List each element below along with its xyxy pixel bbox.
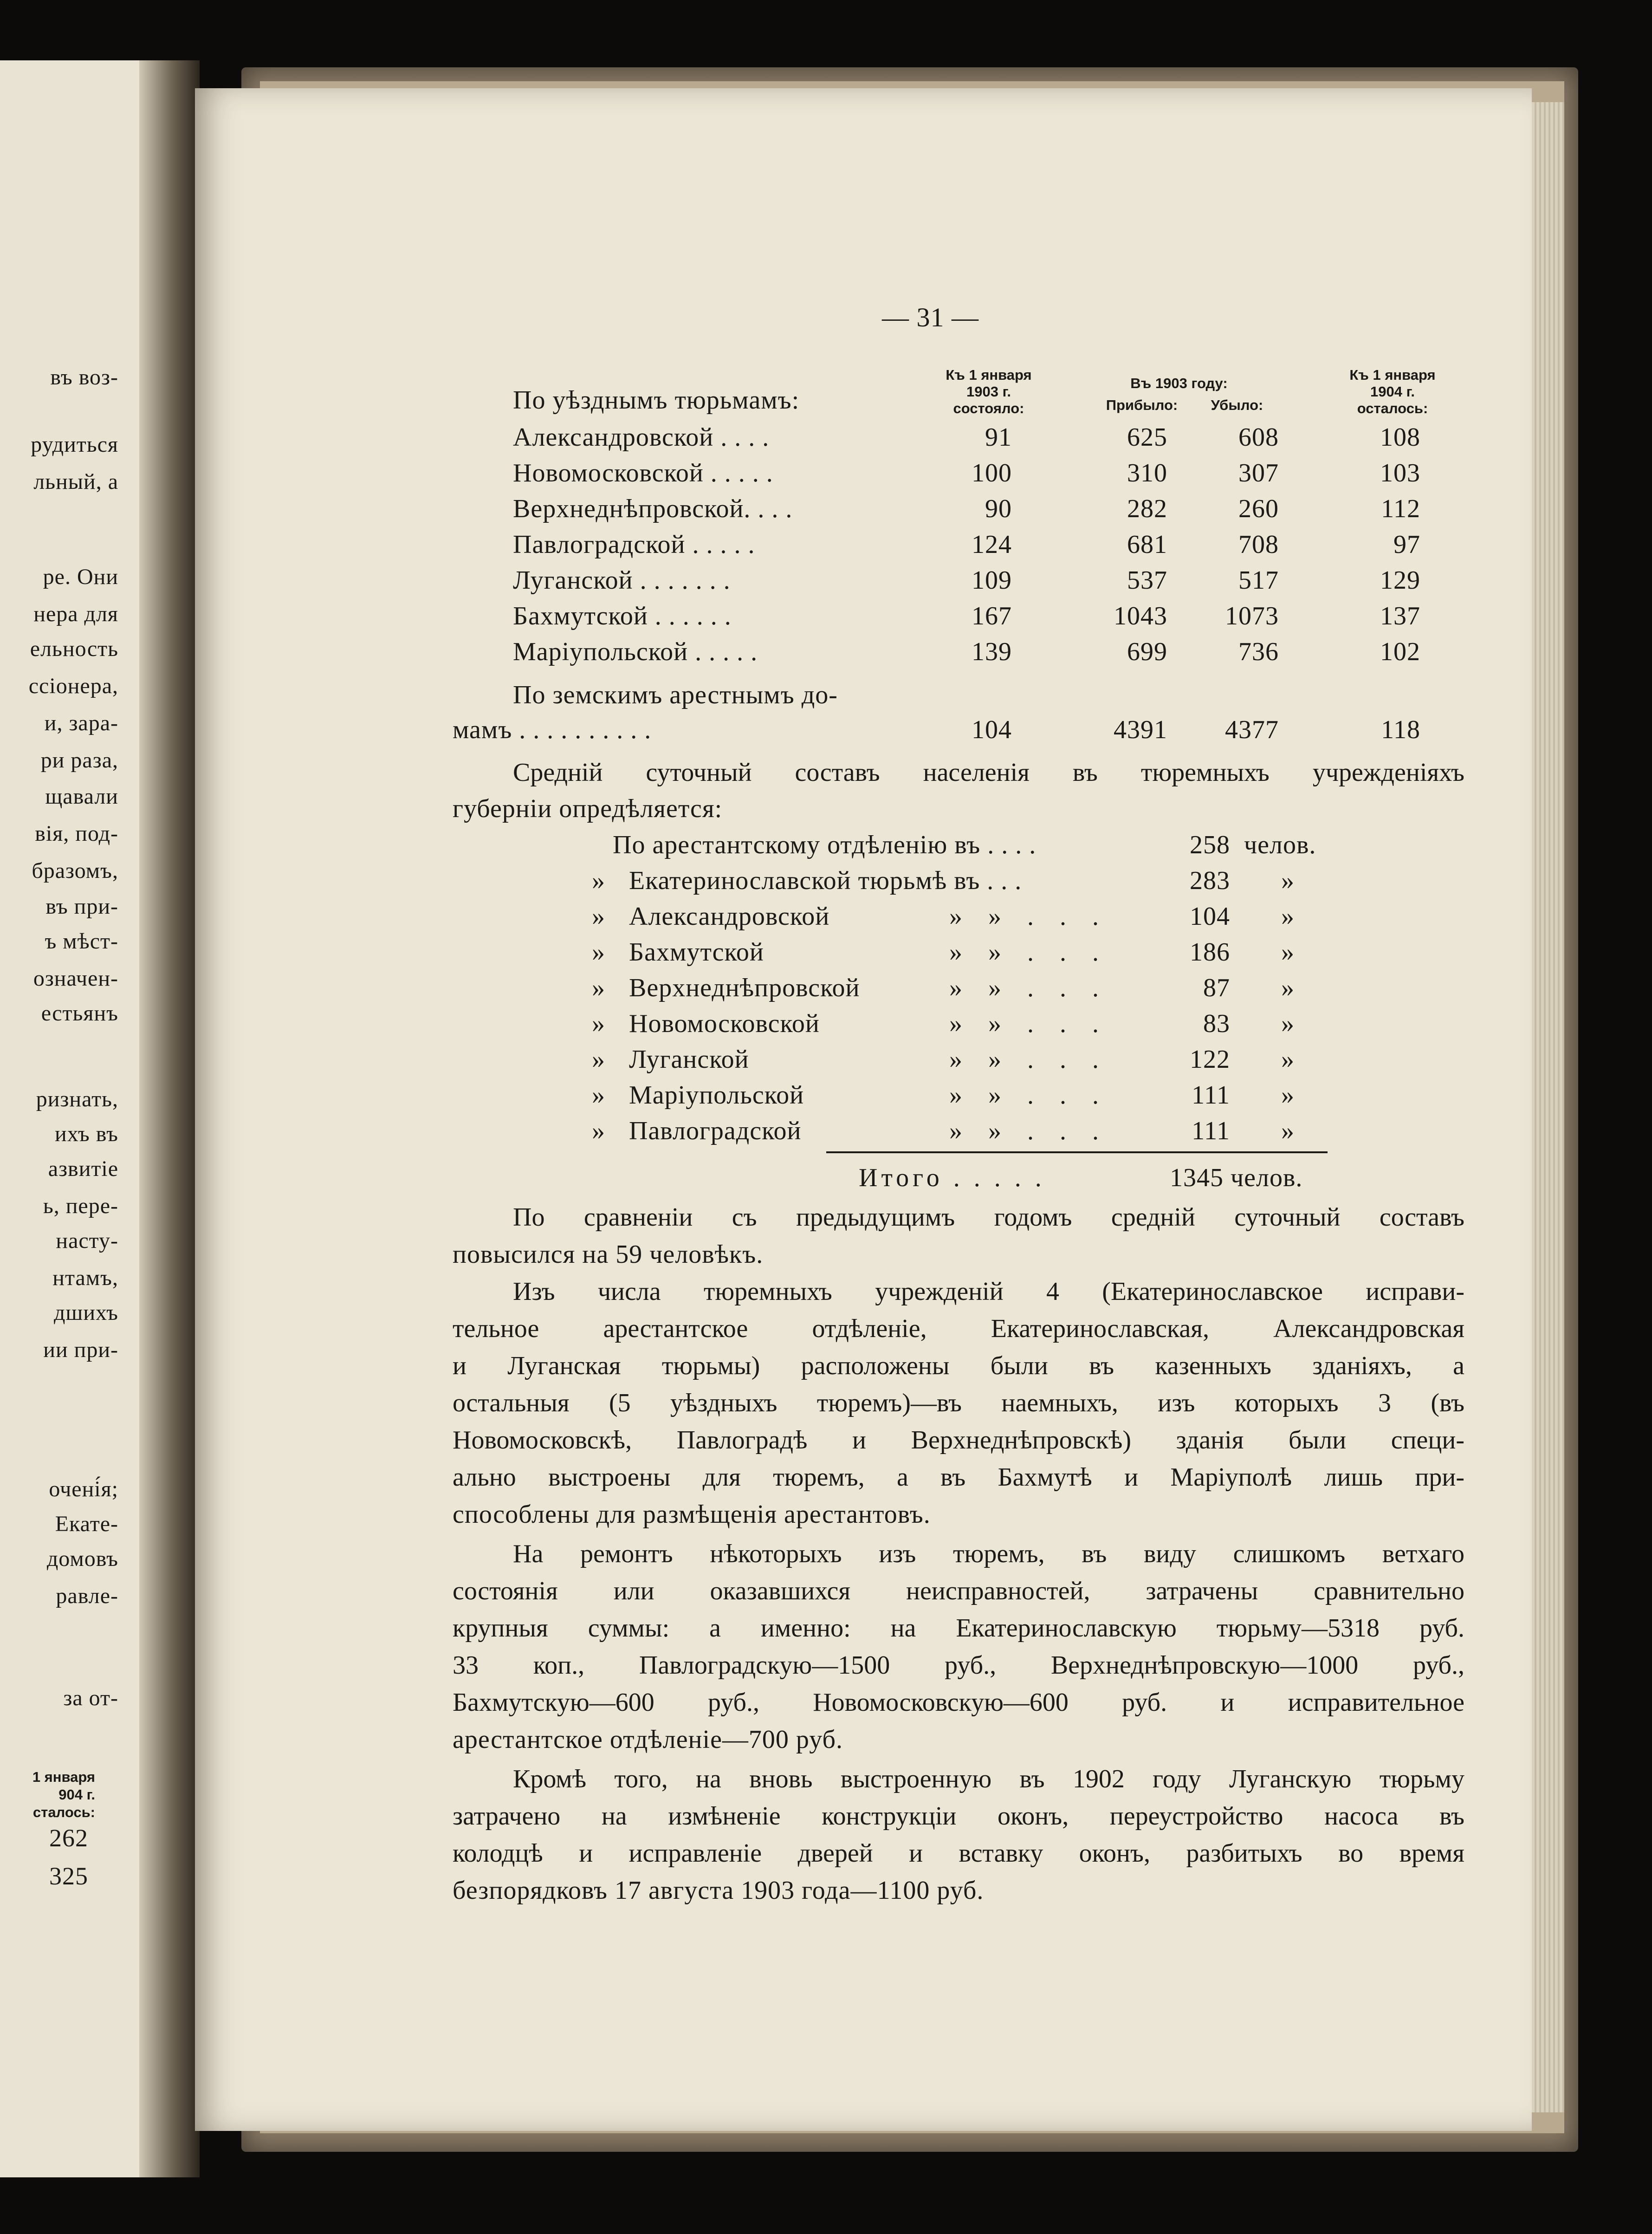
paragraph-line: На ремонтъ нѣкоторыхъ изъ тюремъ, въ виду слишкомъ ветхаго: [513, 1539, 1464, 1568]
avg-row-label: Верхнеднѣпровской: [629, 974, 860, 1002]
total-value: 1345 челов.: [1170, 1163, 1303, 1192]
avg-row-unit-ditto: »: [1281, 1045, 1295, 1074]
table-row-arrived: 537: [1127, 566, 1167, 595]
left-page-line: вія, под-: [35, 821, 118, 846]
avg-row-label: Луганской: [629, 1045, 749, 1074]
col-start-header-line: Къ 1 января: [946, 367, 1032, 383]
paragraph-line: Бахмутскую—600 руб., Новомосковскую—600 руб. и исправительное: [453, 1688, 1464, 1717]
table-row-left: 307: [1238, 459, 1279, 487]
page-number: — 31 —: [882, 302, 979, 332]
avg-row-label: Бахмутской: [629, 938, 764, 967]
left-page-line: азвитіе: [48, 1156, 118, 1181]
avg-row-value: 83: [1203, 1009, 1230, 1038]
left-page-line: естьянъ: [41, 1001, 118, 1026]
table-row-label: Павлоградской . . . . .: [513, 530, 755, 559]
zemstvo-end: 118: [1381, 715, 1420, 744]
left-page-line: ъ мѣст-: [45, 929, 118, 954]
avg-row-ditto-mid: » » . . .: [949, 1045, 1099, 1074]
left-page-line: нера для: [33, 602, 118, 626]
table-row-label: Новомосковской . . . . .: [513, 459, 773, 487]
left-page-line: ри раза,: [40, 748, 118, 773]
table-row-arrived: 625: [1127, 423, 1167, 452]
avg-row-value: 104: [1190, 902, 1230, 931]
col-arrived-header: Прибыло:: [1106, 397, 1178, 413]
zemstvo-label-1: По земскимъ арестнымъ до-: [513, 681, 838, 709]
avg-row-ditto: »: [592, 902, 605, 931]
table-row-end: 103: [1380, 459, 1420, 487]
table-row-start: 91: [985, 423, 1012, 452]
paragraph-line: По сравненіи съ предыдущимъ годомъ средній суточный составъ: [513, 1203, 1464, 1232]
left-page-line: ихъ въ: [55, 1122, 118, 1146]
table-row-start: 167: [972, 602, 1012, 630]
left-page-line: ре. Они: [43, 565, 118, 589]
avg-row-value: 283: [1190, 866, 1230, 895]
left-page-value-2: 325: [49, 1862, 88, 1890]
avg-row-ditto: »: [592, 1045, 605, 1074]
paragraph-line: крупныя суммы: а именно: на Екатеринославскую тюрьму—5318 руб.: [453, 1614, 1464, 1643]
paragraph-line: состоянія или оказавшихся неисправностей, затрачены сравнительно: [453, 1577, 1464, 1605]
col-end-header-line: Къ 1 января: [1349, 367, 1436, 383]
table-row-label: Маріупольской . . . . .: [513, 637, 758, 666]
avg-row-value: 87: [1203, 974, 1230, 1002]
avg-row-ditto: »: [592, 1117, 605, 1145]
left-page-line: насту-: [56, 1228, 118, 1253]
left-page-line: дшихъ: [53, 1300, 118, 1325]
paragraph-line: затрачено на измѣненіе конструкціи оконъ, переустройство насоса въ: [453, 1802, 1464, 1831]
zemstvo-start: 104: [972, 715, 1012, 744]
avg-row-value: 122: [1190, 1045, 1230, 1074]
table-row-end: 137: [1380, 602, 1420, 630]
table-title: По уѣзднымъ тюрьмамъ:: [513, 386, 800, 415]
table-row-end: 102: [1380, 637, 1420, 666]
total-rule: [826, 1151, 1328, 1153]
avg-row-unit-ditto: »: [1281, 938, 1295, 967]
left-page-line: ии при-: [43, 1338, 118, 1362]
table-row-left: 517: [1238, 566, 1279, 595]
avg-row-ditto: »: [592, 1009, 605, 1038]
avg-row-ditto: »: [592, 938, 605, 967]
table-row-start: 109: [972, 566, 1012, 595]
paragraph-line: и Луганская тюрьмы) расположены были въ казенныхъ зданіяхъ, а: [453, 1351, 1464, 1380]
left-page-col-header-1: 1 января: [32, 1769, 95, 1785]
paragraph-line: 33 коп., Павлоградскую—1500 руб., Верхнеднѣпровскую—1000 руб.,: [453, 1651, 1464, 1680]
left-page-line: нтамъ,: [52, 1266, 118, 1290]
table-row-left: 708: [1238, 530, 1279, 559]
zemstvo-label-2: мамъ . . . . . . . . . .: [453, 715, 652, 744]
col-start-header-line: 1903 г.: [966, 383, 1011, 400]
avg-row-label: Екатеринославской тюрьмѣ въ . . .: [629, 866, 1022, 895]
table-row-label: Верхнеднѣпровской. . . .: [513, 494, 793, 523]
left-page-line: домовъ: [46, 1546, 118, 1571]
table-row-end: 129: [1380, 566, 1420, 595]
avg-row-unit-ditto: »: [1281, 1081, 1295, 1110]
avg-row-ditto: »: [592, 974, 605, 1002]
avg-row-ditto: »: [592, 1081, 605, 1110]
table-row-start: 139: [972, 637, 1012, 666]
left-page-line: бразомъ,: [32, 858, 118, 883]
left-page-line: льный, а: [33, 469, 118, 494]
table-row-label: Александровской . . . .: [513, 423, 770, 452]
left-page-line: въ воз-: [50, 365, 118, 390]
left-page-line: въ при-: [45, 894, 118, 919]
zemstvo-arrived: 4391: [1114, 715, 1167, 744]
col-left-header: Убыло:: [1211, 397, 1263, 413]
table-row-end: 108: [1380, 423, 1420, 452]
paragraph-line: Изъ числа тюремныхъ учрежденій 4 (Екатеринославское исправи-: [513, 1277, 1464, 1306]
left-page-line: ризнать,: [36, 1087, 118, 1111]
col-end-header: [1328, 367, 1458, 417]
table-row-left: 608: [1238, 423, 1279, 452]
col-end-header-line: 1904 г.: [1370, 383, 1415, 400]
col-year-header: Въ 1903 году:: [1130, 375, 1228, 391]
table-row-end: 97: [1393, 530, 1420, 559]
paragraph-line: безпорядковъ 17 августа 1903 года—1100 руб.: [453, 1876, 984, 1905]
avg-first-unit: челов.: [1244, 831, 1316, 859]
avg-row-value: 186: [1190, 938, 1230, 967]
left-page-line: ь, пере-: [43, 1194, 118, 1218]
avg-row-ditto: »: [592, 866, 605, 895]
left-page-col-header-3: сталось:: [32, 1804, 95, 1820]
left-page-value-1: 262: [49, 1824, 88, 1852]
left-page-line: означен-: [33, 966, 118, 991]
avg-row-label: Александровской: [629, 902, 830, 931]
table-row-arrived: 282: [1127, 494, 1167, 523]
avg-row-ditto-mid: » » . . .: [949, 1009, 1099, 1038]
avg-row-label: Павлоградской: [629, 1117, 802, 1145]
left-page-line: Екате-: [55, 1512, 118, 1536]
table-row-arrived: 699: [1127, 637, 1167, 666]
paragraph-line: способлены для размѣщенія арестантовъ.: [453, 1500, 931, 1529]
table-row-left: 736: [1238, 637, 1279, 666]
table-row-start: 100: [972, 459, 1012, 487]
total-label: Итого . . . . .: [859, 1163, 1045, 1192]
avg-row-value: 111: [1192, 1117, 1230, 1145]
avg-row-ditto-mid: » » . . .: [949, 902, 1099, 931]
avg-row-unit-ditto: »: [1281, 866, 1295, 895]
table-row-arrived: 681: [1127, 530, 1167, 559]
avg-row-ditto-mid: » » . . .: [949, 938, 1099, 967]
paragraph-line: тельное арестантское отдѣленіе, Екатеринославская, Александровская: [453, 1314, 1464, 1343]
left-page-line: и, зара-: [44, 711, 118, 735]
zemstvo-left: 4377: [1225, 715, 1279, 744]
col-start-header-line: состояло:: [953, 400, 1024, 416]
avg-paragraph-line-2: губерніи опредѣляется:: [453, 794, 723, 823]
table-row-left: 260: [1238, 494, 1279, 523]
book-gutter: [139, 60, 200, 2177]
avg-row-ditto-mid: » » . . .: [949, 1117, 1099, 1145]
table-row-left: 1073: [1225, 602, 1279, 630]
col-end-header-line: осталось:: [1357, 400, 1428, 416]
left-page-line: равле-: [56, 1584, 118, 1608]
avg-row-unit-ditto: »: [1281, 974, 1295, 1002]
left-page-line: очені́я;: [49, 1477, 118, 1501]
avg-row-unit-ditto: »: [1281, 902, 1295, 931]
left-page-line: ельность: [30, 636, 118, 661]
table-row-arrived: 1043: [1114, 602, 1167, 630]
paragraph-line: Кромѣ того, на вновь выстроенную въ 1902 году Луганскую тюрьму: [513, 1765, 1464, 1793]
avg-row-ditto-mid: » » . . .: [949, 974, 1099, 1002]
paragraph-line: арестантское отдѣленіе—700 руб.: [453, 1725, 843, 1754]
left-page-line: щавали: [45, 784, 118, 809]
col-start-header: [924, 367, 1054, 417]
avg-row-label: Новомосковской: [629, 1009, 820, 1038]
avg-first-label: По арестантскому отдѣленію въ . . . .: [613, 831, 1037, 859]
avg-row-ditto-mid: » » . . .: [949, 1081, 1099, 1110]
avg-row-label: Маріупольской: [629, 1081, 804, 1110]
paragraph-line: ально выстроены для тюремъ, а въ Бахмутѣ и Маріуполѣ лишь при-: [453, 1463, 1464, 1492]
table-row-label: Бахмутской . . . . . .: [513, 602, 732, 630]
table-row-arrived: 310: [1127, 459, 1167, 487]
table-row-start: 124: [972, 530, 1012, 559]
table-row-end: 112: [1381, 494, 1420, 523]
table-row-start: 90: [985, 494, 1012, 523]
paragraph-line: остальныя (5 уѣздныхъ тюремъ)—въ наемныхъ, изъ которыхъ 3 (въ: [453, 1389, 1464, 1417]
avg-first-value: 258: [1190, 831, 1230, 859]
paragraph-line: Новомосковскѣ, Павлоградѣ и Верхнеднѣпровскѣ) зданія были специ-: [453, 1426, 1464, 1455]
table-row-label: Луганской . . . . . . .: [513, 566, 731, 595]
left-page-line: ссіонера,: [28, 674, 118, 698]
left-page-line: за от-: [63, 1686, 118, 1710]
avg-row-unit-ditto: »: [1281, 1009, 1295, 1038]
avg-paragraph-line-1: Средній суточный составъ населенія въ тюремныхъ учрежденіяхъ: [513, 758, 1464, 787]
left-page-col-header-2: 904 г.: [58, 1786, 95, 1803]
paragraph-line: повысился на 59 человѣкъ.: [453, 1240, 764, 1269]
avg-row-unit-ditto: »: [1281, 1117, 1295, 1145]
paragraph-line: колодцѣ и исправленіе дверей и вставку оконъ, разбитыхъ во время: [453, 1839, 1464, 1868]
left-page-line: рудиться: [31, 432, 118, 457]
avg-row-value: 111: [1192, 1081, 1230, 1110]
